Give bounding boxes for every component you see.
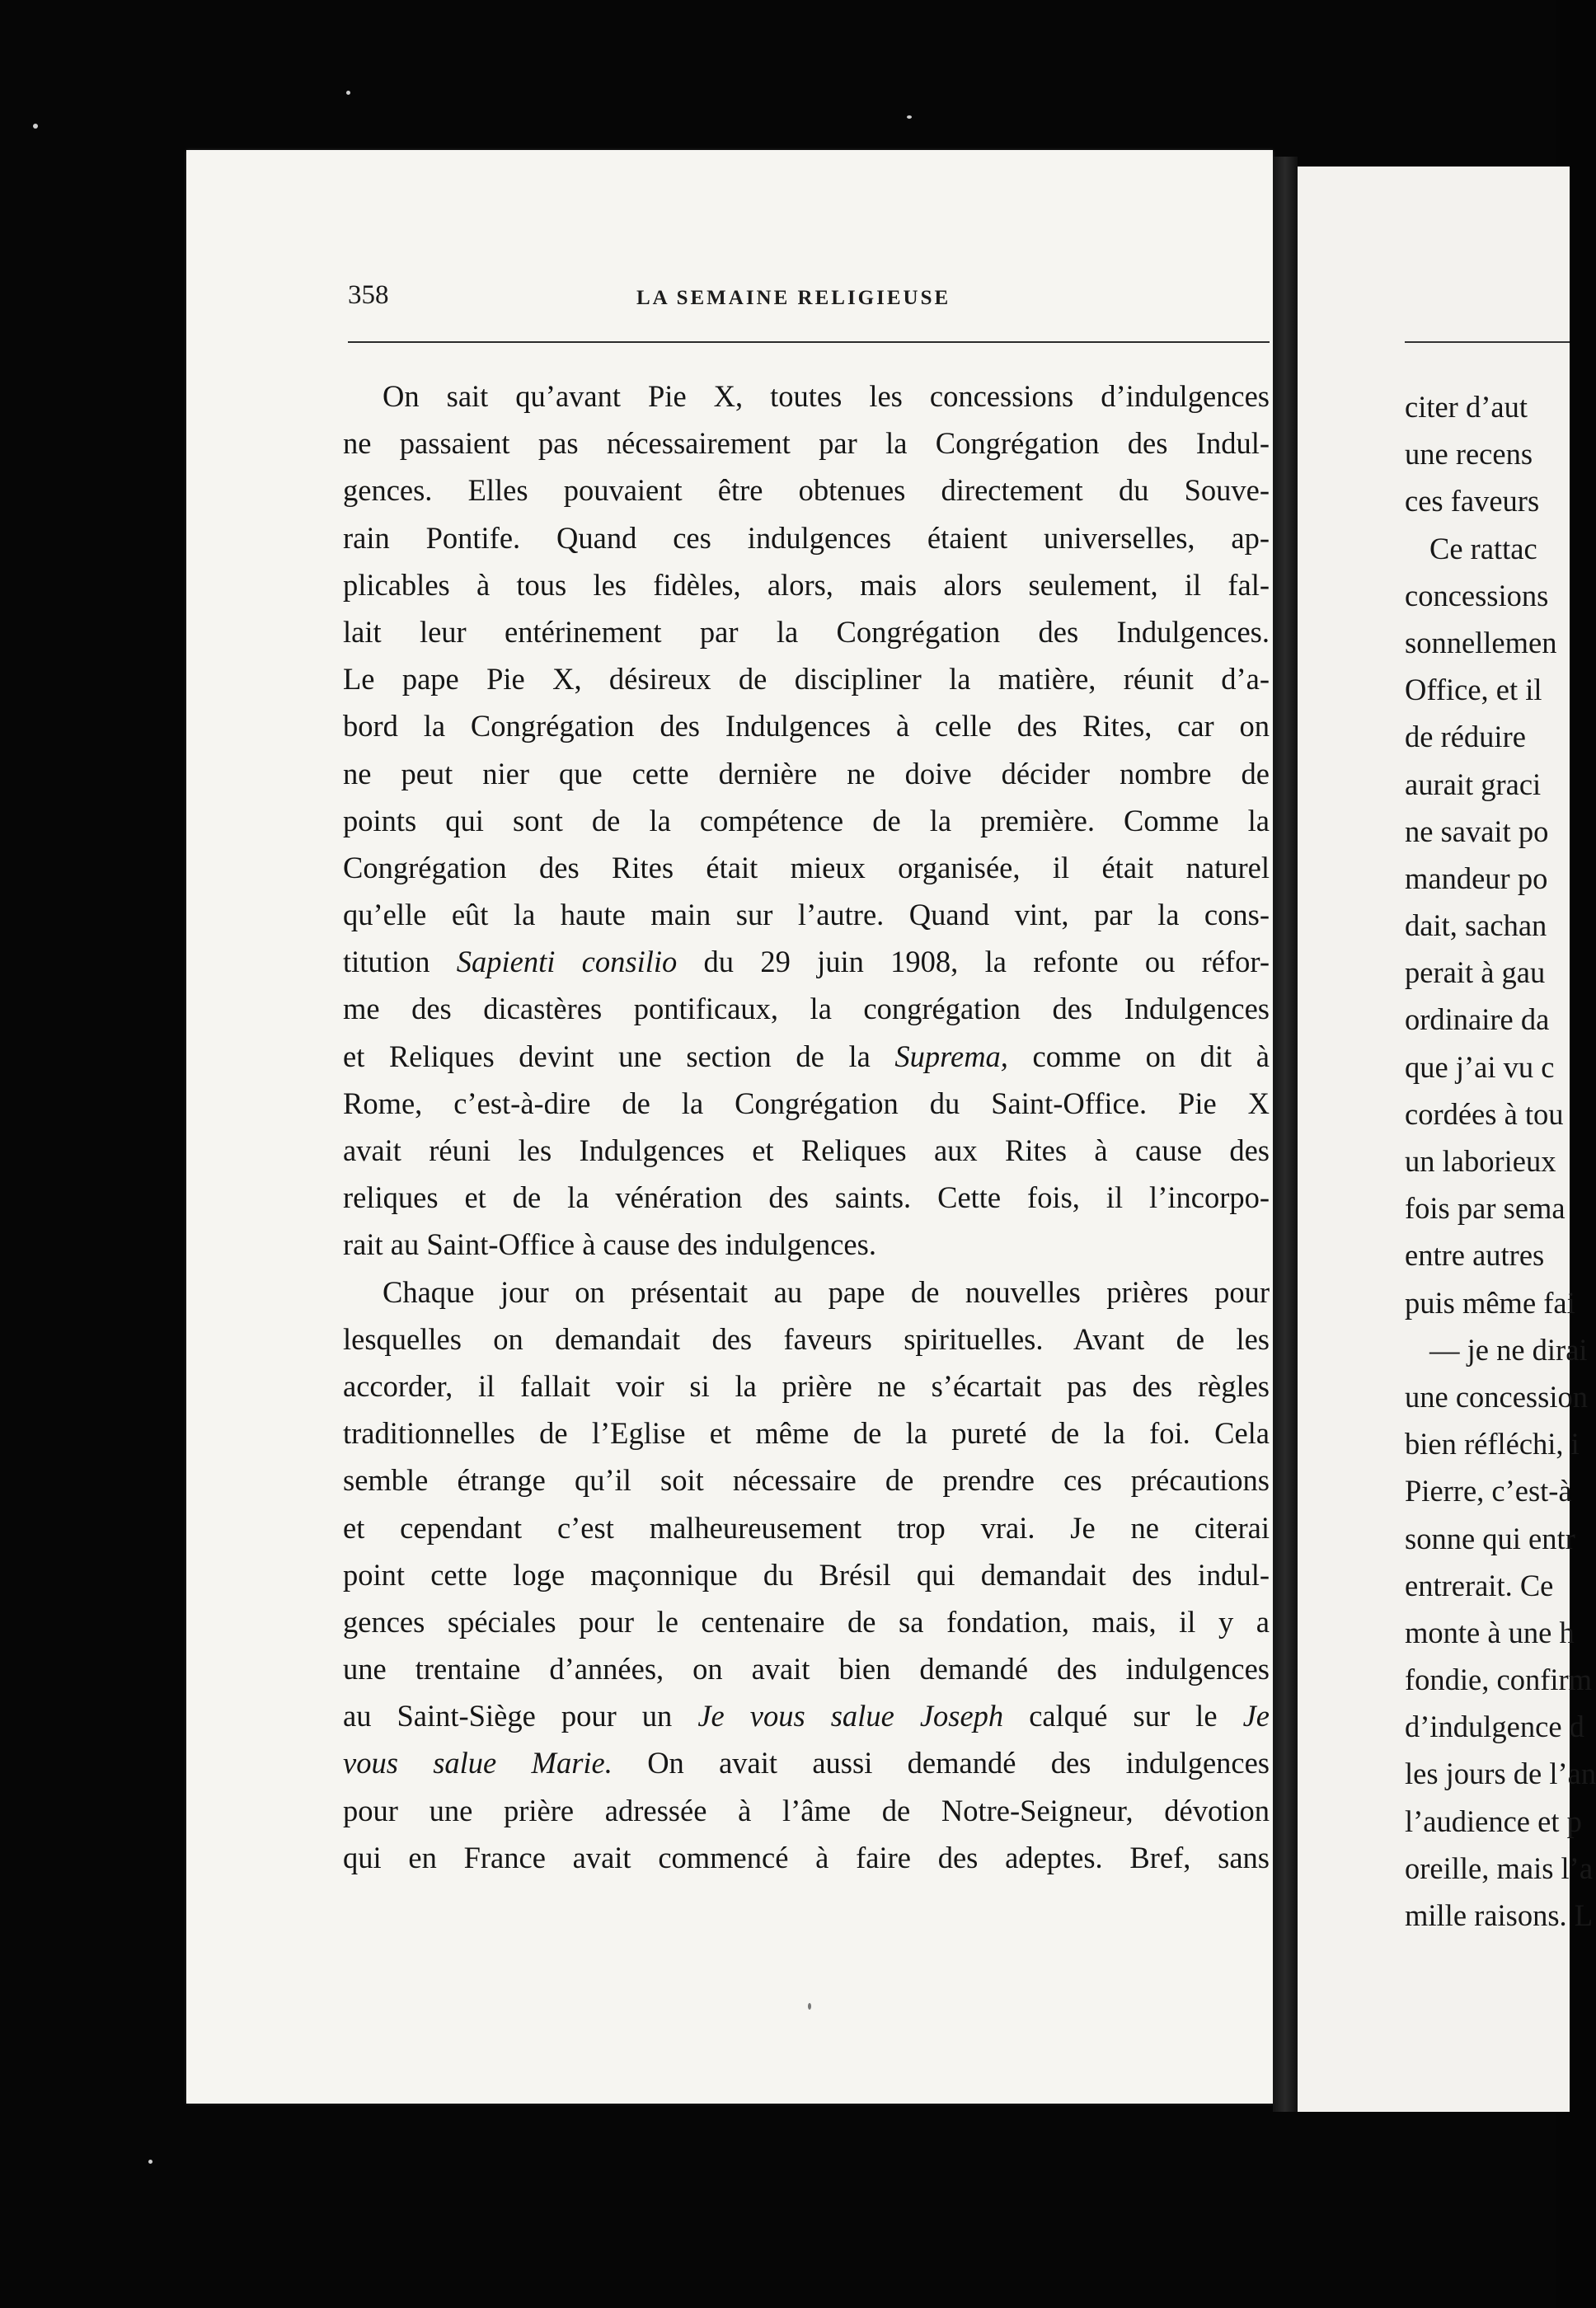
partial-text-line: l’audience et p xyxy=(1405,1804,1582,1838)
text-line: lesquelles on demandait des faveurs spirituelles. Avant de les xyxy=(343,1321,1270,1356)
partial-text-line: une concession xyxy=(1405,1379,1588,1414)
text-line: ne peut nier que cette dernière ne doive décider nombre de xyxy=(343,756,1270,790)
partial-text-line: bien réfléchi, i xyxy=(1405,1427,1580,1461)
partial-text-line: mandeur po xyxy=(1405,861,1548,895)
text-line: qu’elle eût la haute main sur l’autre. Quand vint, par la cons- xyxy=(343,898,1270,932)
partial-text-line: un laborieux xyxy=(1405,1144,1556,1178)
partial-text-line: aurait graci xyxy=(1405,767,1542,801)
text-line: ne passaient pas nécessairement par la Congrégation des Indul- xyxy=(343,426,1270,461)
text-line: titution Sapienti consilio du 29 juin 1908, la refonte ou réfor- xyxy=(343,945,1270,979)
text-line: vous salue Marie. On avait aussi demandé des indulgences xyxy=(343,1746,1270,1780)
text-line: semble étrange qu’il soit nécessaire de prendre ces précautions xyxy=(343,1463,1270,1498)
text-line: avait réuni les Indulgences et Reliques aux Rites à cause des xyxy=(343,1133,1270,1167)
book-gutter xyxy=(1273,157,1298,2112)
page-number: 358 xyxy=(348,280,389,310)
partial-text-line: cordées à tou xyxy=(1405,1096,1564,1131)
partial-text-line: d’indulgence d xyxy=(1405,1710,1584,1744)
partial-text-line: entre autres xyxy=(1405,1238,1545,1273)
partial-text-line: dait, sachan xyxy=(1405,908,1547,943)
partial-text-line: entrerait. Ce xyxy=(1405,1568,1554,1602)
right-page xyxy=(1298,167,1596,2112)
dust-speck xyxy=(808,2003,811,2010)
partial-text-line: oreille, mais l’a xyxy=(1405,1851,1594,1885)
partial-text-line: que j’ai vu c xyxy=(1405,1049,1555,1084)
dust-speck xyxy=(907,115,912,119)
text-line: et cependant c’est malheureusement trop vrai. Je ne citerai xyxy=(343,1510,1270,1545)
partial-text-line: fois par sema xyxy=(1405,1191,1565,1226)
text-line: traditionnelles de l’Eglise et même de la pureté de la foi. Cela xyxy=(343,1416,1270,1451)
text-line: lait leur entérinement par la Congrégation des Indulgences. xyxy=(343,614,1270,649)
left-page xyxy=(186,150,1273,2104)
text-line: Le pape Pie X, désireux de discipliner la matière, réunit d’a- xyxy=(343,662,1270,697)
partial-text-line: — je ne dirai xyxy=(1429,1332,1588,1367)
partial-text-line: sonnellemen xyxy=(1405,625,1557,659)
partial-text-line: ordinaire da xyxy=(1405,1002,1550,1037)
partial-text-line: de réduire xyxy=(1405,720,1526,754)
text-line: gences spéciales pour le centenaire de sa fondation, mais, il y a xyxy=(343,1604,1270,1639)
text-line: et Reliques devint une section de la Suprema, comme on dit à xyxy=(343,1039,1270,1073)
text-line: reliques et de la vénération des saints. Cette fois, il l’incorpo- xyxy=(343,1180,1270,1215)
text-line: une trentaine d’années, on avait bien demandé des indulgences xyxy=(343,1652,1270,1686)
text-line: me des dicastères pontificaux, la congrégation des Indulgences xyxy=(343,992,1270,1026)
text-line: rait au Saint-Office à cause des indulgences. xyxy=(343,1227,876,1262)
partial-text-line: mille raisons. L xyxy=(1405,1898,1594,1932)
partial-text-line: Ce rattac xyxy=(1429,531,1537,565)
text-line: plicables à tous les fidèles, alors, mais alors seulement, il fal- xyxy=(343,567,1270,602)
text-line: qui en France avait commencé à faire des adeptes. Bref, sans xyxy=(343,1840,1270,1874)
running-head xyxy=(186,280,1273,313)
text-line: On sait qu’avant Pie X, toutes les concessions d’indulgences xyxy=(383,379,1270,413)
partial-text-line: Pierre, c’est-à xyxy=(1405,1474,1572,1508)
dust-speck xyxy=(346,91,350,95)
text-line: au Saint-Siège pour un Je vous salue Joseph calqué sur le Je xyxy=(343,1699,1270,1733)
partial-text-line: sonne qui entr xyxy=(1405,1521,1575,1555)
text-line: bord la Congrégation des Indulgences à celle des Rites, car on xyxy=(343,709,1270,744)
right-body-text xyxy=(1405,383,1596,1939)
partial-text-line: perait à gau xyxy=(1405,955,1546,990)
dust-speck xyxy=(148,2160,153,2164)
text-line: points qui sont de la compétence de la première. Comme la xyxy=(343,803,1270,837)
partial-text-line: concessions xyxy=(1405,578,1549,612)
body-text xyxy=(343,373,1270,1881)
text-line: Chaque jour on présentait au pape de nouvelles prières pour xyxy=(383,1274,1270,1309)
text-line: Congrégation des Rites était mieux organisée, il était naturel xyxy=(343,850,1270,884)
header-rule xyxy=(348,341,1270,343)
text-line: rain Pontife. Quand ces indulgences étaient universelles, ap- xyxy=(343,520,1270,555)
partial-text-line: une recens xyxy=(1405,437,1533,471)
partial-text-line: ces faveurs xyxy=(1405,484,1540,518)
partial-text-line: monte à une h xyxy=(1405,1615,1575,1649)
right-header-rule xyxy=(1405,341,1570,343)
partial-text-line: Office, et il xyxy=(1405,673,1542,707)
partial-text-line: les jours de l’an xyxy=(1405,1757,1596,1791)
text-line: pour une prière adressée à l’âme de Notre-Seigneur, dévotion xyxy=(343,1793,1270,1827)
partial-text-line: puis même fai xyxy=(1405,1285,1575,1320)
text-line: point cette loge maçonnique du Brésil qui demandait des indul- xyxy=(343,1557,1270,1592)
text-line: Rome, c’est-à-dire de la Congrégation du Saint-Office. Pie X xyxy=(343,1086,1270,1120)
partial-text-line: citer d’aut xyxy=(1405,390,1528,424)
partial-text-line: ne savait po xyxy=(1405,814,1549,848)
text-line: gences. Elles pouvaient être obtenues directement du Souve- xyxy=(343,473,1270,508)
journal-title: LA SEMAINE RELIGIEUSE xyxy=(636,287,951,309)
text-line: accorder, il fallait voir si la prière ne s’écartait pas des règles xyxy=(343,1368,1270,1403)
partial-text-line: fondie, confirm xyxy=(1405,1663,1593,1697)
dust-speck xyxy=(33,124,38,129)
